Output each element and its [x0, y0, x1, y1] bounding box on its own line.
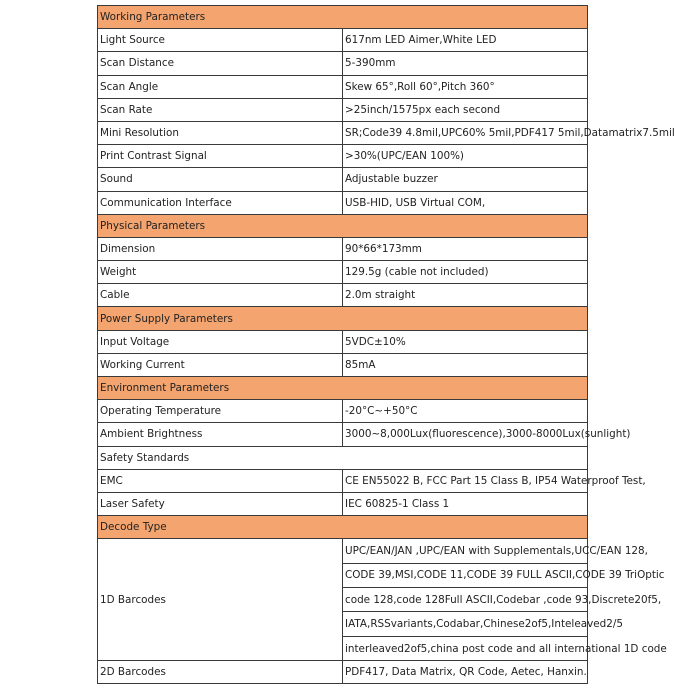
row-label: 1D Barcodes	[98, 539, 343, 661]
table-row	[98, 661, 588, 684]
table-row	[98, 121, 588, 144]
row-label: Print Contrast Signal	[98, 145, 343, 168]
row-value: CE EN55022 B, FCC Part 15 Class B, IP54 Waterproof Test,	[343, 469, 588, 492]
row-value: 5-390mm	[343, 52, 588, 75]
section-title: Safety Standards	[98, 446, 588, 469]
table-row	[98, 261, 588, 284]
row-label: Working Current	[98, 353, 343, 376]
row-value: >30%(UPC/EAN 100%)	[343, 145, 588, 168]
row-label: Scan Angle	[98, 75, 343, 98]
row-value: 90*66*173mm	[343, 237, 588, 260]
row-value: CODE 39,MSI,CODE 11,CODE 39 FULL ASCII,CODE 39 TriOptic	[343, 563, 588, 587]
row-value: 2.0m straight	[343, 284, 588, 307]
table-row	[98, 539, 588, 563]
row-label: Weight	[98, 261, 343, 284]
section-title: Working Parameters	[98, 6, 588, 29]
row-value: SR;Code39 4.8mil,UPC60% 5mil,PDF417 5mil,Datamatrix7.5mil	[343, 121, 588, 144]
row-value: IATA,RSSvariants,Codabar,Chinese2of5,Inteleaved2/5	[343, 612, 588, 636]
table-row	[98, 469, 588, 492]
section-header	[98, 377, 588, 400]
row-label: Dimension	[98, 237, 343, 260]
table-row	[98, 168, 588, 191]
section-header	[98, 214, 588, 237]
table-row	[98, 237, 588, 260]
table-row	[98, 191, 588, 214]
row-label: Communication Interface	[98, 191, 343, 214]
section-title: Environment Parameters	[98, 377, 588, 400]
row-label: Mini Resolution	[98, 121, 343, 144]
row-value: code 128,code 128Full ASCII,Codebar ,code 93,Discrete20f5,	[343, 588, 588, 612]
table-row	[98, 75, 588, 98]
table-row	[98, 284, 588, 307]
section-title: Physical Parameters	[98, 214, 588, 237]
table-row	[98, 353, 588, 376]
section-header	[98, 6, 588, 29]
row-value: >25inch/1575px each second	[343, 98, 588, 121]
row-value: 3000~8,000Lux(fluorescence),3000-8000Lux(sunlight)	[343, 423, 588, 446]
section-header	[98, 516, 588, 539]
section-header	[98, 446, 588, 469]
table-row	[98, 29, 588, 52]
row-value: Adjustable buzzer	[343, 168, 588, 191]
row-value: PDF417, Data Matrix, QR Code, Aetec, Hanxin.	[343, 661, 588, 684]
table-row	[98, 145, 588, 168]
table-row	[98, 492, 588, 515]
row-label: Cable	[98, 284, 343, 307]
row-label: Sound	[98, 168, 343, 191]
row-label: EMC	[98, 469, 343, 492]
table-row	[98, 400, 588, 423]
row-value: 5VDC±10%	[343, 330, 588, 353]
section-title: Power Supply Parameters	[98, 307, 588, 330]
spec-table	[97, 5, 675, 684]
row-value: 617nm LED Aimer,White LED	[343, 29, 588, 52]
row-label: Laser Safety	[98, 492, 343, 515]
table-row	[98, 52, 588, 75]
row-label: 2D Barcodes	[98, 661, 343, 684]
row-label: Ambient Brightness	[98, 423, 343, 446]
row-value: 85mA	[343, 353, 588, 376]
row-value: -20°C~+50°C	[343, 400, 588, 423]
section-header	[98, 307, 588, 330]
row-label: Scan Rate	[98, 98, 343, 121]
row-label: Operating Temperature	[98, 400, 343, 423]
row-label: Input Voltage	[98, 330, 343, 353]
section-title: Decode Type	[98, 516, 588, 539]
row-value: interleaved2of5,china post code and all international 1D code	[343, 636, 588, 660]
row-value: USB-HID, USB Virtual COM,	[343, 191, 588, 214]
table-row	[98, 98, 588, 121]
row-label: Light Source	[98, 29, 343, 52]
row-value: Skew 65°,Roll 60°,Pitch 360°	[343, 75, 588, 98]
row-value: UPC/EAN/JAN ,UPC/EAN with Supplementals,UCC/EAN 128,	[343, 539, 588, 563]
row-value: IEC 60825-1 Class 1	[343, 492, 588, 515]
table-row	[98, 423, 588, 446]
table-row	[98, 330, 588, 353]
row-label: Scan Distance	[98, 52, 343, 75]
row-value: 129.5g (cable not included)	[343, 261, 588, 284]
